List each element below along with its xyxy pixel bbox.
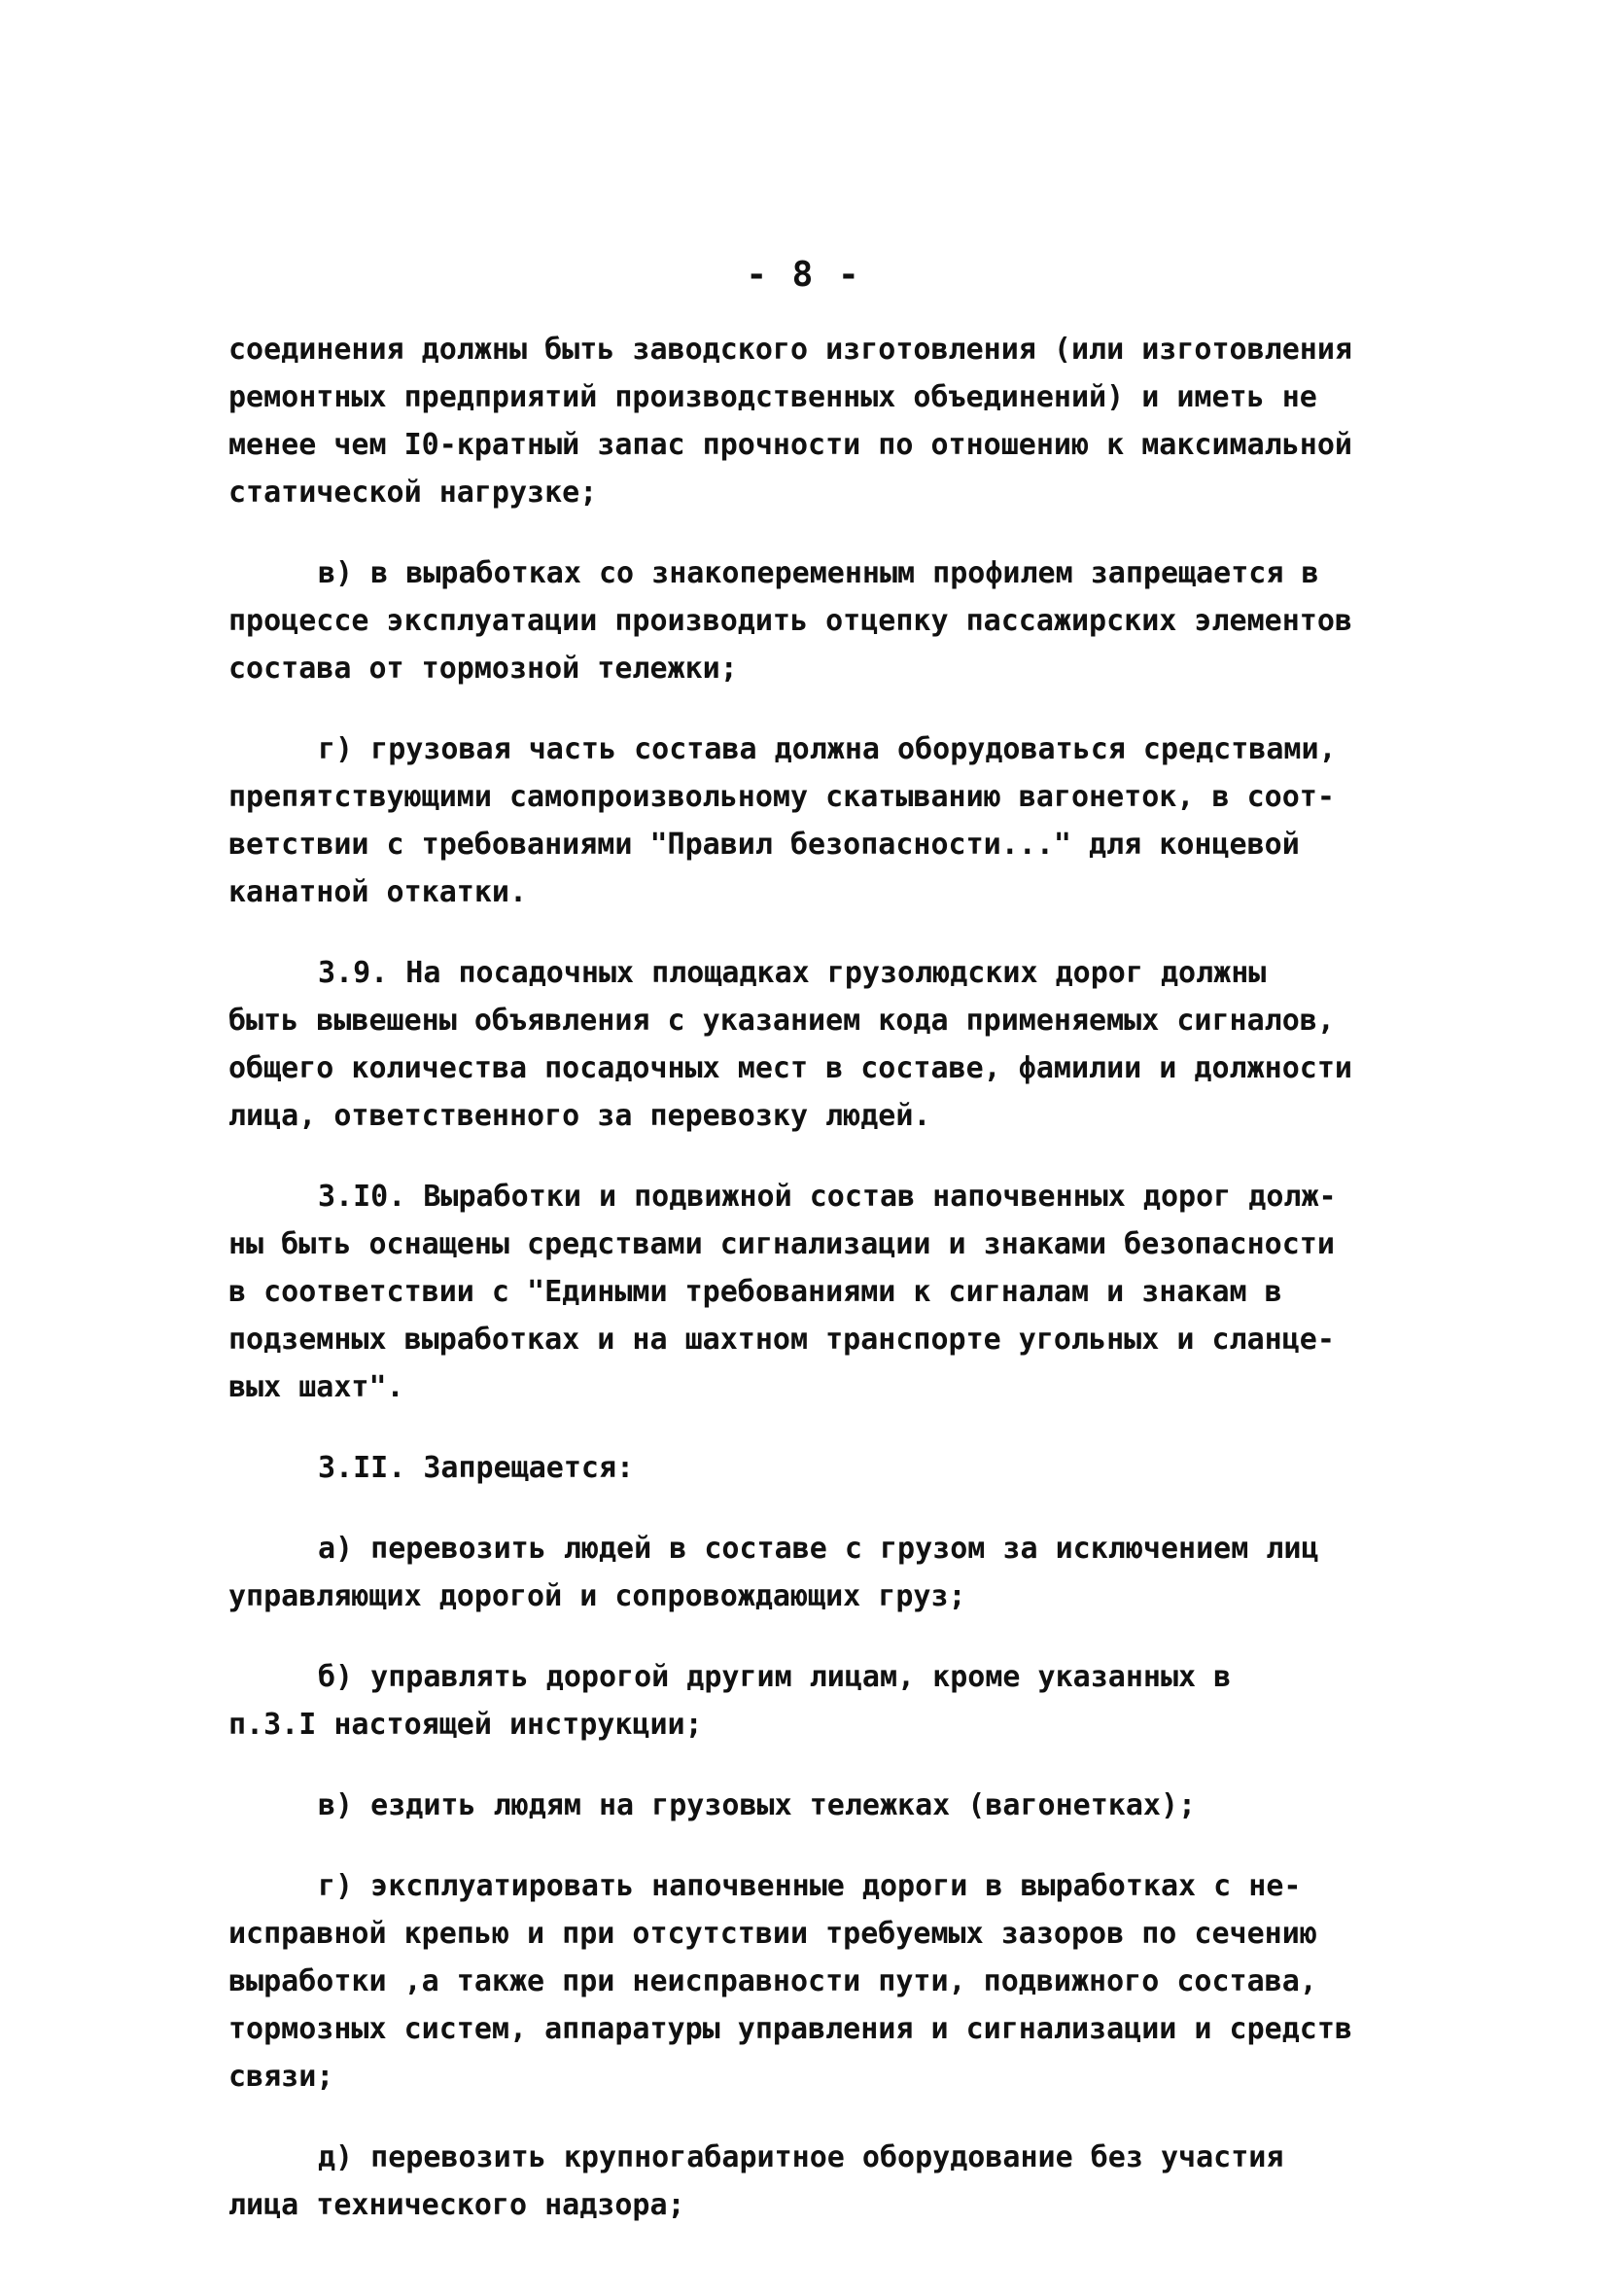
text-line: г) грузовая часть состава должна оборудоваться средствами,: [318, 732, 1337, 766]
text-line: лица, ответственного за перевозку людей.: [228, 1099, 931, 1133]
text-line: выработки ,а также при неисправности пути, подвижного состава,: [228, 1964, 1317, 1998]
text-line: в) в выработках со знакопеременным профилем запрещается в: [318, 556, 1319, 590]
text-line: а) перевозить людей в составе с грузом за исключением лиц: [318, 1532, 1319, 1566]
paragraph-item-d: [228, 2134, 1419, 2229]
text-line: общего количества посадочных мест в составе, фамилии и должности: [228, 1051, 1352, 1085]
text-line: исправной крепью и при отсутствии требуемых зазоров по сечению: [228, 1917, 1317, 1951]
text-line: подземных выработках и на шахтном транспорте угольных и сланце-: [228, 1323, 1335, 1357]
text-line: лица технического надзора;: [228, 2188, 685, 2222]
text-line: тормозных систем, аппаратуры управления и сигнализации и средств: [228, 2012, 1352, 2046]
paragraph-item-v: [228, 549, 1419, 692]
text-line: п.3.I настоящей инструкции;: [228, 1708, 703, 1742]
paragraph-section-3-11: [228, 1444, 1419, 1492]
paragraph-continuation: [228, 326, 1419, 516]
text-line: б) управлять дорогой другим лицам, кроме указанных в: [318, 1660, 1232, 1694]
text-line: ветствии с требованиями "Правил безопасности..." для концевой: [228, 828, 1300, 862]
page-number: - 8 -: [746, 255, 861, 295]
text-line: соединения должны быть заводского изготовления (или изготовления: [228, 333, 1352, 367]
text-line: процессе эксплуатации производить отцепку пассажирских элементов: [228, 604, 1352, 638]
text-line: быть вывешены объявления с указанием кода применяемых сигналов,: [228, 1004, 1335, 1038]
paragraph-item-v2: [228, 1782, 1419, 1829]
text-line: менее чем I0-кратный запас прочности по отношению к максимальной: [228, 428, 1352, 462]
text-line: канатной откатки.: [228, 875, 528, 909]
text-line: состава от тормозной тележки;: [228, 652, 738, 686]
paragraph-item-a: [228, 1525, 1419, 1620]
text-line: 3.I0. Выработки и подвижной состав напочвенных дорог долж-: [318, 1180, 1337, 1214]
paragraph-section-3-9: [228, 949, 1419, 1140]
text-line: управляющих дорогой и сопровождающих груз;: [228, 1579, 966, 1613]
paragraph-item-g: [228, 725, 1419, 916]
text-line: ны быть оснащены средствами сигнализации и знаками безопасности: [228, 1227, 1335, 1261]
paragraph-section-3-10: [228, 1173, 1419, 1411]
text-line: вых шахт".: [228, 1370, 404, 1404]
text-line: статической нагрузке;: [228, 476, 598, 510]
text-line: 3.II. Запрещается:: [318, 1451, 635, 1485]
text-line: г) эксплуатировать напочвенные дороги в выработках с не-: [318, 1869, 1302, 1903]
text-line: 3.9. На посадочных площадках грузолюдских дорог должны: [318, 956, 1267, 990]
paragraph-item-b: [228, 1653, 1419, 1748]
paragraph-item-g2: [228, 1862, 1419, 2101]
text-line: связи;: [228, 2060, 334, 2094]
text-line: в соответствии с "Едиными требованиями к сигналам и знакам в: [228, 1275, 1282, 1309]
text-line: д) перевозить крупногабаритное оборудование без участия: [318, 2140, 1284, 2174]
text-line: препятствующими самопроизвольному скатыванию вагонеток, в соот-: [228, 780, 1335, 814]
document-body: [228, 326, 1419, 2262]
text-line: ремонтных предприятий производственных объединений) и иметь не: [228, 380, 1317, 414]
text-line: в) ездить людям на грузовых тележках (вагонетках);: [318, 1788, 1197, 1822]
